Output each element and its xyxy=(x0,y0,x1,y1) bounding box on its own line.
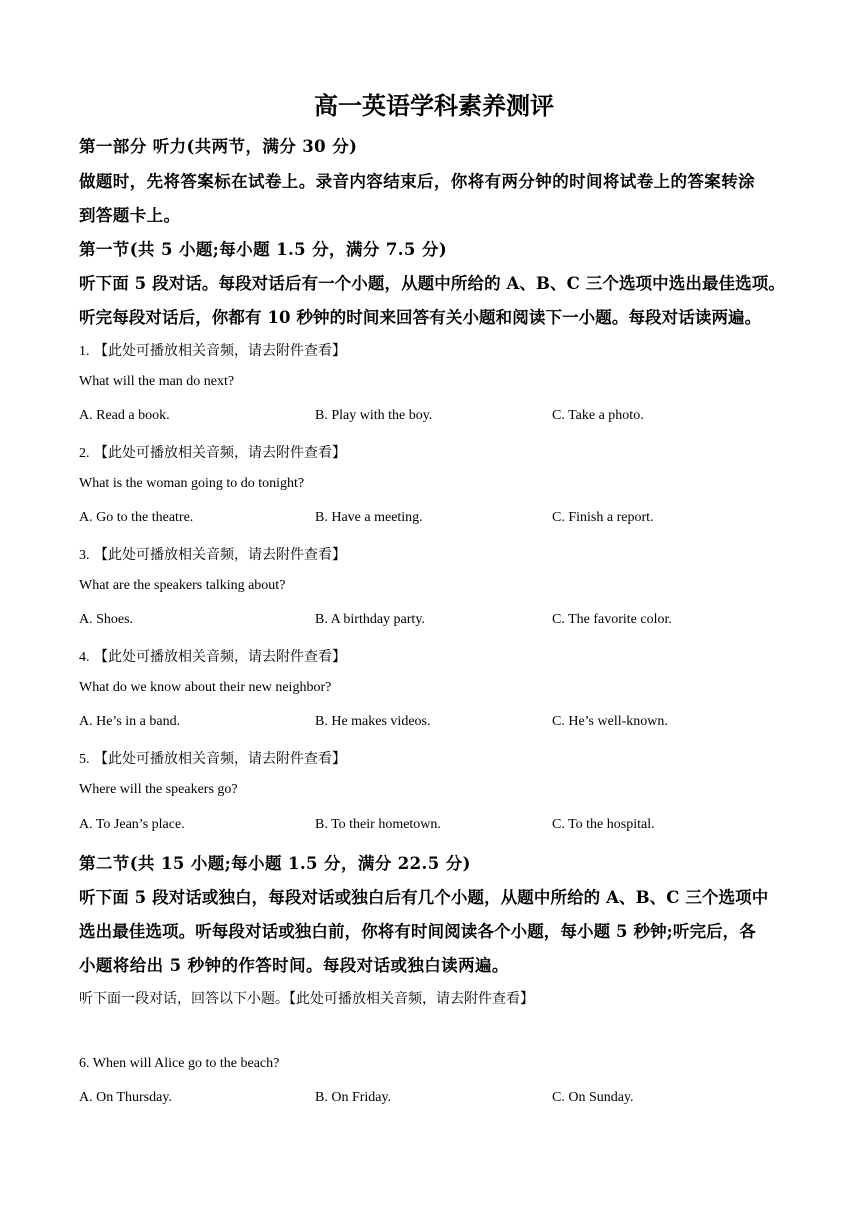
question-number: 2. xyxy=(79,446,90,461)
question-2-option-a: A. Go to the theatre. xyxy=(79,510,194,525)
question-5-option-a: A. To Jean’s place. xyxy=(79,817,185,832)
question-6-option-a: A. On Thursday. xyxy=(79,1090,172,1105)
section1-instruction-line1: 听下面 5 段对话。每段对话后有一个小题，从题中所给的 A、B、C 三个选项中选出最佳选项。 xyxy=(79,274,785,293)
question-4-option-c: C. He’s well-known. xyxy=(552,714,668,729)
question-6-text: 6. When will Alice go to the beach? xyxy=(79,1056,280,1071)
question-number: 5. xyxy=(79,752,90,767)
question-1-audio-line xyxy=(79,340,346,360)
question-3-option-c: C. The favorite color. xyxy=(552,612,672,627)
question-6-option-b: B. On Friday. xyxy=(315,1090,392,1105)
question-5-audio-line xyxy=(79,748,346,768)
question-1-text: What will the man do next? xyxy=(79,374,235,389)
section1-instruction-line2: 听完每段对话后，你都有 10 秒钟的时间来回答有关小题和阅读下一小题。每段对话读两遍。 xyxy=(79,308,762,327)
section2-instruction-line1: 听下面 5 段对话或独白，每段对话或独白后有几个小题，从题中所给的 A、B、C 三个选项中 xyxy=(79,888,769,907)
question-4-option-a: A. He’s in a band. xyxy=(79,714,181,729)
audio-note[interactable]: 【此处可播放相关音频，请去附件查看】 xyxy=(93,649,346,665)
section2-instruction-line3: 小题将给出 5 秒钟的作答时间。每段对话或独白读两遍。 xyxy=(79,956,509,975)
section2-lead[interactable]: 听下面一段对话，回答以下小题。【此处可播放相关音频，请去附件查看】 xyxy=(79,991,534,1007)
part1-instruction-line2: 到答题卡上。 xyxy=(79,206,181,225)
section1-heading: 第一节(共 5 小题;每小题 1.5 分，满分 7.5 分) xyxy=(79,240,448,259)
question-2-option-b: B. Have a meeting. xyxy=(315,510,423,525)
section2-instruction-line2: 选出最佳选项。听每段对话或独白前，你将有时间阅读各个小题，每小题 5 秒钟;听完后，各 xyxy=(79,922,756,941)
page-title: 高一英语学科素养测评 xyxy=(314,91,554,120)
question-4-option-b: B. He makes videos. xyxy=(315,714,431,729)
question-number: 3. xyxy=(79,548,90,563)
question-3-option-b: B. A birthday party. xyxy=(315,612,425,627)
question-number: 1. xyxy=(79,344,90,359)
question-1-option-c: C. Take a photo. xyxy=(552,408,644,423)
part1-instruction-line1: 做题时，先将答案标在试卷上。录音内容结束后，你将有两分钟的时间将试卷上的答案转涂 xyxy=(79,172,755,191)
question-6-option-c: C. On Sunday. xyxy=(552,1090,634,1105)
question-5-text: Where will the speakers go? xyxy=(79,782,238,797)
question-5-option-c: C. To the hospital. xyxy=(552,817,655,832)
question-1-option-a: A. Read a book. xyxy=(79,408,170,423)
question-5-option-b: B. To their hometown. xyxy=(315,817,441,832)
question-2-audio-line xyxy=(79,442,346,462)
question-2-text: What is the woman going to do tonight? xyxy=(79,476,305,491)
part1-heading: 第一部分 听力(共两节，满分 30 分) xyxy=(79,137,358,156)
audio-note[interactable]: 【此处可播放相关音频，请去附件查看】 xyxy=(93,343,346,359)
section2-heading: 第二节(共 15 小题;每小题 1.5 分，满分 22.5 分) xyxy=(79,854,471,873)
question-3-audio-line xyxy=(79,544,346,564)
audio-note[interactable]: 【此处可播放相关音频，请去附件查看】 xyxy=(93,445,346,461)
audio-note[interactable]: 【此处可播放相关音频，请去附件查看】 xyxy=(93,547,346,563)
question-4-text: What do we know about their new neighbor? xyxy=(79,680,332,695)
question-3-option-a: A. Shoes. xyxy=(79,612,134,627)
audio-note[interactable]: 【此处可播放相关音频，请去附件查看】 xyxy=(93,751,346,767)
question-1-option-b: B. Play with the boy. xyxy=(315,408,433,423)
question-4-audio-line xyxy=(79,646,346,666)
question-3-text: What are the speakers talking about? xyxy=(79,578,286,593)
question-number: 4. xyxy=(79,650,90,665)
question-2-option-c: C. Finish a report. xyxy=(552,510,654,525)
